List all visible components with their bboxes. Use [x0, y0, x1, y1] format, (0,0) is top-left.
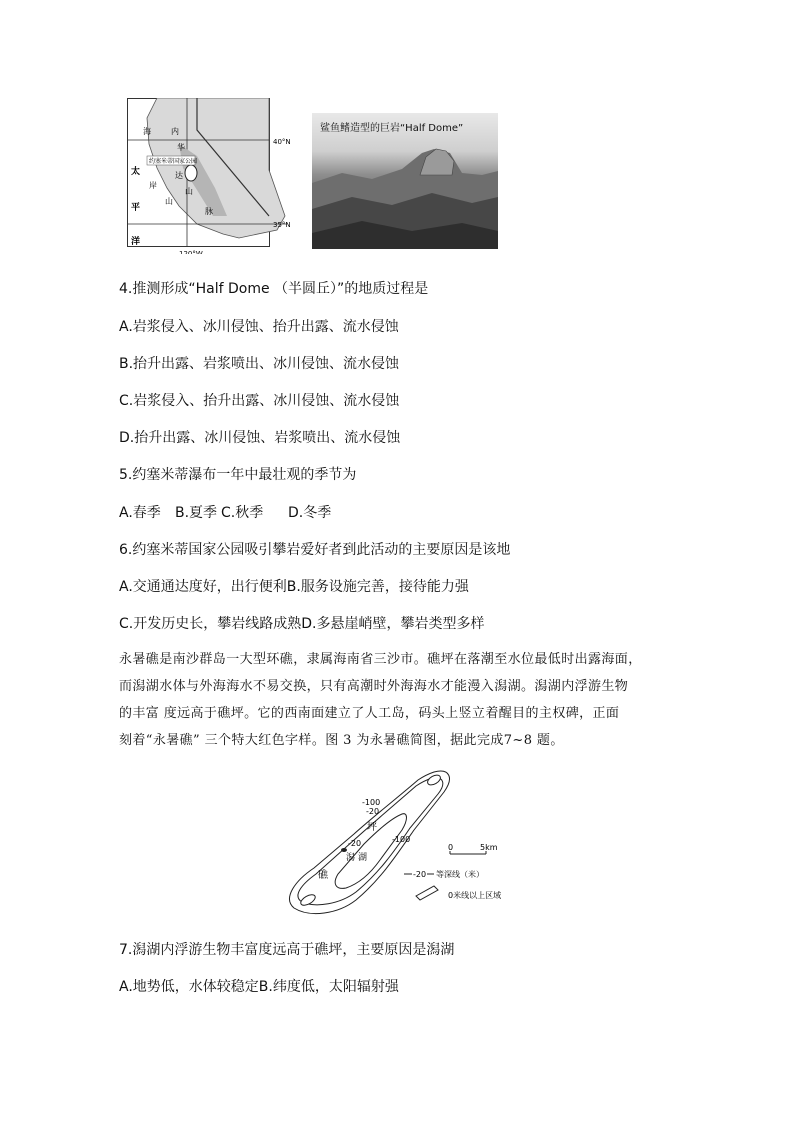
- map-lat-35: 35°N: [273, 221, 291, 229]
- map-ocean-char: 太: [131, 167, 141, 177]
- map-range-char: 内: [171, 127, 179, 136]
- q7-options-ab[interactable]: A.地势低，水体较稳定B.纬度低，太阳辐射强: [119, 979, 399, 995]
- map-ocean-char: 洋: [131, 237, 141, 247]
- q5-option-d[interactable]: D.冬季: [288, 505, 332, 521]
- q4-stem: 4.推测形成“Half Dome （半圆丘）”的地质过程是: [119, 281, 429, 297]
- passage-line: 永暑礁是南沙群岛一大型环礁，隶属海南省三沙市。礁坪在落潮至水位最低时出露海面，: [119, 652, 642, 667]
- map-coast-char: 山: [165, 197, 173, 206]
- q4-option-d[interactable]: D.抬升出露、冰川侵蚀、岩浆喷出、流水侵蚀: [119, 430, 401, 446]
- map-range-char: 脉: [205, 207, 213, 216]
- reef-label-xie: 潟: [346, 853, 356, 863]
- scale-km: 5km: [480, 843, 498, 852]
- contour-label: -100: [362, 798, 381, 807]
- q5-option-a[interactable]: A.春季: [119, 505, 161, 521]
- contour-label: -20: [348, 839, 362, 848]
- map-coast-char: 岸: [149, 181, 157, 190]
- map-range-char: 达: [175, 171, 183, 180]
- california-map: [127, 98, 297, 254]
- scale-zero: 0: [448, 843, 454, 852]
- map-range-char: 华: [177, 143, 185, 152]
- legend-land-text: 0米线以上区域: [448, 891, 502, 900]
- map-ocean-char: 平: [131, 203, 141, 213]
- contour-label: -20: [366, 807, 380, 816]
- passage-line: 而潟湖水体与外海海水不易交换，只有高潮时外海海水才能漫入潟湖。潟湖内浮游生物: [119, 679, 629, 694]
- reef-passage: [119, 646, 642, 754]
- passage-line: 刻着“永暑礁” 三个特大红色字样。图 3 为永暑礁简图，据此完成7~8 题。: [119, 733, 564, 748]
- map-lat-40: 40°N: [273, 138, 291, 146]
- reef-label-ping: 坪: [367, 822, 377, 833]
- reef-diagram: [284, 768, 524, 918]
- map-lon-120: 120°W: [179, 250, 203, 254]
- q5-option-b[interactable]: B.夏季: [175, 505, 218, 521]
- reef-label-hu: 湖: [358, 853, 368, 863]
- legend-contour-value: -20: [413, 870, 427, 879]
- reef-svg: [284, 768, 524, 918]
- map-range-char: 山: [185, 187, 193, 196]
- map-coast-char: 海: [143, 127, 151, 136]
- photo-caption: 鲨鱼鳍造型的巨岩“Half Dome”: [320, 123, 464, 134]
- map-park-label: 约塞米蒂国家公园: [149, 158, 198, 165]
- q4-option-a[interactable]: A.岩浆侵入、冰川侵蚀、抬升出露、流水侵蚀: [119, 319, 399, 335]
- legend-contour-text: 等深线（米）: [436, 870, 484, 879]
- q5-stem: 5.约塞米蒂瀑布一年中最壮观的季节为: [119, 467, 357, 483]
- q6-options-ab[interactable]: A.交通通达度好，出行便利B.服务设施完善，接待能力强: [119, 579, 469, 595]
- q4-option-c[interactable]: C.岩浆侵入、抬升出露、冰川侵蚀、流水侵蚀: [119, 393, 400, 409]
- q6-stem: 6.约塞米蒂国家公园吸引攀岩爱好者到此活动的主要原因是该地: [119, 542, 511, 558]
- half-dome-photo: [312, 113, 498, 249]
- contour-label: -100: [392, 835, 411, 844]
- q6-options-cd[interactable]: C.开发历史长，攀岩线路成熟D.多悬崖峭壁，攀岩类型多样: [119, 616, 485, 632]
- reef-label-jiao: 礁: [318, 870, 328, 881]
- map-svg: [127, 98, 297, 254]
- passage-line: 的丰富 度远高于礁坪。它的西南面建立了人工岛，码头上竖立着醒目的主权碑，正面: [119, 706, 620, 721]
- q5-option-c[interactable]: C.秋季: [221, 505, 264, 521]
- q4-option-b[interactable]: B.抬升出露、岩浆喷出、冰川侵蚀、流水侵蚀: [119, 356, 400, 372]
- q7-stem: 7.潟湖内浮游生物丰富度远高于礁坪，主要原因是潟湖: [119, 942, 455, 958]
